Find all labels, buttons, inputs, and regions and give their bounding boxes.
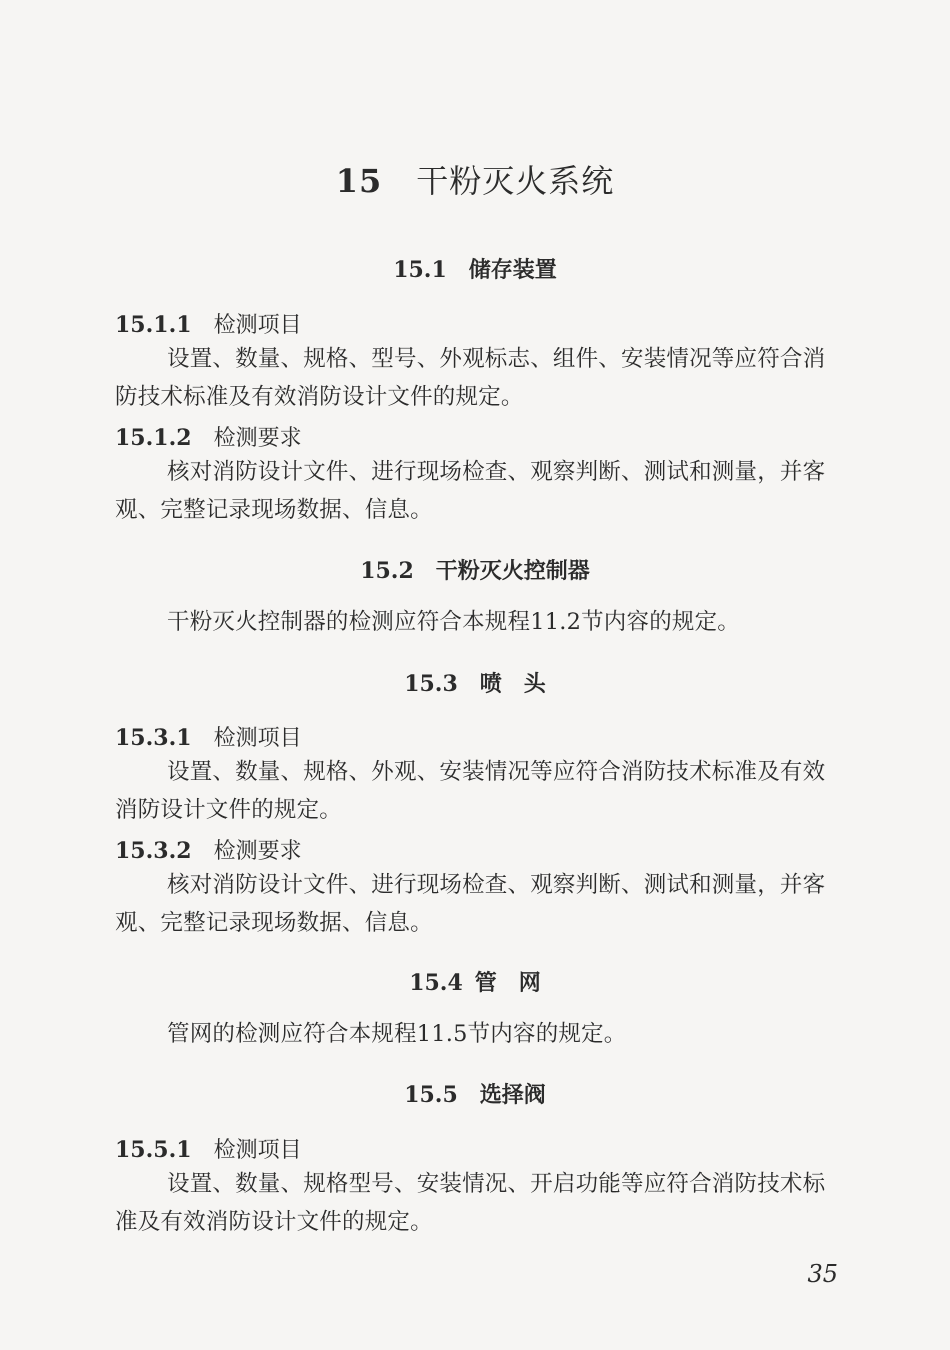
section-title-text: 干粉灭火控制器 <box>435 558 590 584</box>
section-number: 15.1 <box>393 257 447 283</box>
section-number: 15.4 <box>409 970 463 996</box>
paragraph-15-3-2: 核对消防设计文件、进行现场检查、观察判断、测试和测量，并客观、完整记录现场数据、信息。 <box>115 872 826 936</box>
clause-heading-15-1-2 <box>115 421 302 452</box>
section-number: 15.2 <box>360 558 414 584</box>
clause-title-text: 检测项目 <box>213 313 302 338</box>
section-heading-15-4 <box>0 966 950 997</box>
clause-number: 15.1.1 <box>115 312 192 338</box>
section-heading-15-1 <box>0 253 950 284</box>
clause-title-text: 检测要求 <box>213 426 302 451</box>
clause-heading-15-3-2 <box>115 834 302 865</box>
clause-heading-15-3-1 <box>115 721 302 752</box>
clause-number: 15.3.2 <box>115 838 192 864</box>
chapter-title <box>0 156 950 202</box>
clause-number: 15.3.1 <box>115 725 192 751</box>
clause-title-text: 检测项目 <box>213 1138 302 1163</box>
paragraph-15-2: 干粉灭火控制器的检测应符合本规程11.2节内容的规定。 <box>167 609 740 635</box>
section-title-text: 选择阀 <box>479 1082 546 1108</box>
section-title-text: 储存装置 <box>468 257 557 283</box>
section-heading-15-2 <box>0 554 950 585</box>
chapter-number: 15 <box>335 162 383 200</box>
section-number: 15.5 <box>404 1082 458 1108</box>
clause-number: 15.1.2 <box>115 425 192 451</box>
page-number: 35 <box>807 1260 838 1288</box>
section-title-text: 管 网 <box>474 970 541 996</box>
clause-number: 15.5.1 <box>115 1137 192 1163</box>
clause-title-text: 检测项目 <box>213 726 302 751</box>
clause-title-text: 检测要求 <box>213 839 302 864</box>
clause-heading-15-5-1 <box>115 1133 302 1164</box>
paragraph-15-4: 管网的检测应符合本规程11.5节内容的规定。 <box>167 1021 627 1047</box>
clause-heading-15-1-1 <box>115 308 302 339</box>
section-heading-15-3 <box>0 667 950 698</box>
paragraph-15-1-2: 核对消防设计文件、进行现场检查、观察判断、测试和测量，并客观、完整记录现场数据、信息。 <box>115 459 826 523</box>
section-number: 15.3 <box>404 671 458 697</box>
paragraph-15-5-1: 设置、数量、规格型号、安装情况、开启功能等应符合消防技术标准及有效消防设计文件的规定。 <box>115 1171 826 1235</box>
section-heading-15-5 <box>0 1078 950 1109</box>
section-title-text: 喷 头 <box>479 671 546 697</box>
chapter-title-text: 干粉灭火系统 <box>416 162 615 200</box>
paragraph-15-1-1: 设置、数量、规格、型号、外观标志、组件、安装情况等应符合消防技术标准及有效消防设计文件的规定。 <box>115 346 826 410</box>
paragraph-15-3-1: 设置、数量、规格、外观、安装情况等应符合消防技术标准及有效消防设计文件的规定。 <box>115 759 826 823</box>
